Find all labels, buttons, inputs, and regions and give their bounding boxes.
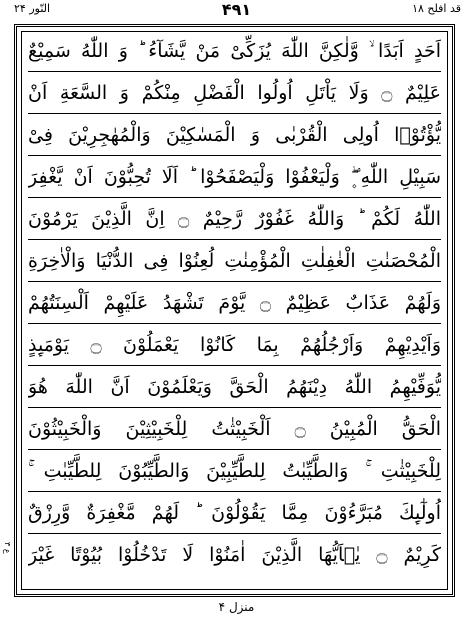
text-area	[21, 31, 448, 590]
verse-line: وَلَهُمْ عَذَابٌ عَظِیْمٌ ۝ یَّوْمَ تَشْهَدُ عَلَیْهِمْ اَلْسِنَتُهُمْ	[28, 284, 441, 324]
verse-line: یُّوَفِّیْهِمُ اللّٰهُ دِیْنَهُمُ الْحَقَّ وَیَعْلَمُوْنَ اَنَّ اللّٰهَ هُوَ	[28, 368, 441, 408]
manzil-footer: منزل ۴	[218, 600, 255, 614]
surah-name-label: النّور ۲۴	[14, 2, 51, 15]
verse-line: لِلْخَبِیْثٰتِ ۚ وَالطَّیِّبٰتُ لِلطَّیِّبِیْنَ وَالطَّیِّبُوْنَ لِلطَّیِّبٰتِ ۚ	[28, 452, 441, 492]
verse-line: وَاَیْدِیْهِمْ وَاَرْجُلُهُمْ بِمَا كَانُوْا یَعْمَلُوْنَ ۝ یَوْمَىِٕذٍ	[28, 326, 441, 366]
verse-line: اللّٰهُ لَكُمْ ؕ وَاللّٰهُ غَفُوْرٌ رَّحِیْمٌ ۝ اِنَّ الَّذِیْنَ یَرْمُوْنَ	[28, 200, 441, 240]
page-header	[0, 0, 473, 22]
verse-line: اُولٰٓىِٕكَ مُبَرَّءُوْنَ مِمَّا یَقُوْلُوْنَ ؕ لَهُمْ مَّغْفِرَةٌ وَّرِزْقٌ	[28, 494, 441, 534]
text-frame	[14, 24, 455, 597]
page-number: ۴۹۱	[221, 0, 252, 19]
ruku-marker: ع ۳	[3, 542, 12, 554]
verse-line: الْمُحْصَنٰتِ الْغٰفِلٰتِ الْمُؤْمِنٰتِ لُعِنُوْا فِی الدُّنْیَا وَالْاٰخِرَةِ	[28, 242, 441, 282]
verse-line: كَرِیْمٌ ۝ یٰۤاَیُّهَا الَّذِیْنَ اٰمَنُوْا لَا تَدْخُلُوْا بُیُوْتًا غَیْرَ	[28, 544, 441, 566]
verse-line: سَبِیْلِ اللّٰهِ ۪ۖ وَلْیَعْفُوْا وَلْیَصْفَحُوْا ؕ اَلَا تُحِبُّوْنَ اَنْ یَّغْفِرَ	[28, 158, 441, 198]
juz-name-label: قد افلح ۱۸	[412, 2, 461, 15]
verse-line: الْحَقُّ الْمُبِیْنُ ۝ اَلْخَبِیْثٰتُ لِلْخَبِیْثِیْنَ وَالْخَبِیْثُوْنَ	[28, 410, 441, 450]
verse-line: اَحَدٍ اَبَدًا ۙ وَّلٰكِنَّ اللّٰهَ یُزَكِّیْ مَنْ یَّشَآءُ ؕ وَ اللّٰهُ سَمِیْعٌ	[28, 32, 441, 72]
verse-line: یُّؤْتُوْۤا اُولِی الْقُرْبٰی وَ الْمَسٰكِیْنَ وَالْمُهٰجِرِیْنَ فِیْ	[28, 116, 441, 156]
verse-line: عَلِیْمٌ ۝ وَلَا یَاْتَلِ اُولُوا الْفَضْلِ مِنْكُمْ وَ السَّعَةِ اَنْ	[28, 74, 441, 114]
